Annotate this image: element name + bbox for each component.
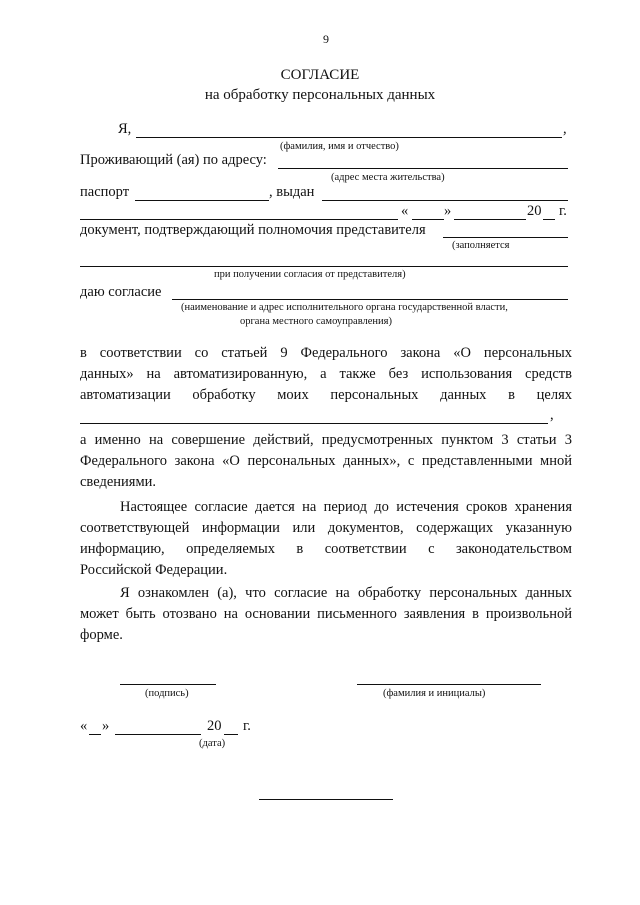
paragraph-line: сведениями.	[80, 474, 157, 490]
name-initials-hint: (фамилия и инициалы)	[383, 688, 486, 699]
page-number: 9	[323, 32, 329, 46]
sign-month-field[interactable]	[115, 734, 201, 735]
issued-by-field-cont[interactable]	[80, 219, 398, 220]
issue-year-field[interactable]	[543, 219, 555, 220]
paragraph-line: Федерального закона «О персональных данных», с представленными мной	[80, 453, 572, 469]
sign-year-suffix: г.	[243, 718, 251, 734]
sign-day-field[interactable]	[89, 734, 101, 735]
name-initials-field[interactable]	[357, 684, 541, 685]
sign-date-open-quote: «	[80, 718, 88, 734]
paragraph-line: Российской Федерации.	[80, 562, 228, 578]
date-hint: (дата)	[199, 738, 226, 749]
org-hint-2: органа местного самоуправления)	[240, 316, 392, 327]
paragraph-period	[80, 497, 572, 581]
rep-hint-1: (заполняется	[452, 240, 510, 251]
issued-label: , выдан	[269, 184, 315, 200]
paragraph-line: форме.	[80, 627, 123, 643]
page-title: СОГЛАСИЕ	[280, 67, 360, 83]
rep-doc-field[interactable]	[443, 237, 568, 238]
fio-field[interactable]	[136, 137, 562, 138]
passport-label: паспорт	[80, 184, 130, 200]
address-hint: (адрес места жительства)	[331, 172, 445, 183]
org-hint-1: (наименование и адрес исполнительного органа государственной власти,	[181, 302, 508, 313]
signature-hint: (подпись)	[145, 688, 189, 699]
paragraph-line: автоматизации обработку моих персональных данных в целях	[80, 387, 572, 403]
paragraph-line: Я ознакомлен (а), что согласие на обработку персональных данных	[120, 585, 572, 601]
issue-day-field[interactable]	[412, 219, 444, 220]
paragraph-line: соответствующей информации или документов, содержащих указанную	[80, 520, 572, 536]
rep-doc-field-cont[interactable]	[80, 266, 568, 267]
address-label: Проживающий (ая) по адресу:	[80, 152, 267, 168]
organization-field[interactable]	[172, 299, 568, 300]
paragraph-line: а именно на совершение действий, предусмотренных пунктом 3 статьи 3	[80, 432, 572, 448]
rep-doc-label: документ, подтверждающий полномочия представителя	[80, 222, 426, 238]
issue-date-close-quote: »	[444, 203, 452, 219]
issue-date-open-quote: «	[401, 203, 409, 219]
paragraph-actions	[80, 430, 572, 493]
issued-by-field[interactable]	[322, 200, 568, 201]
paragraph-line: данных» на автоматизированную, а также без использования средств	[80, 366, 572, 382]
purpose-field[interactable]	[80, 423, 548, 424]
issue-year-suffix: г.	[559, 203, 567, 219]
signature-field[interactable]	[120, 684, 216, 685]
issue-year-prefix: 20	[527, 203, 542, 219]
page-subtitle: на обработку персональных данных	[204, 87, 436, 103]
paragraph-revocation	[80, 583, 572, 646]
address-field[interactable]	[278, 168, 568, 169]
rep-hint-2: при получении согласия от представителя)	[214, 269, 406, 280]
paragraph-line: может быть отозвано на основании письменного заявления в произвольной	[80, 606, 572, 622]
paragraph-line: информацию, определяемых в соответствии с законодательством	[80, 541, 572, 557]
bottom-separator	[259, 799, 393, 800]
fio-hint: (фамилия, имя и отчество)	[280, 141, 399, 152]
purpose-comma: ,	[550, 407, 554, 423]
issue-month-field[interactable]	[454, 219, 526, 220]
paragraph-purpose	[80, 343, 572, 406]
passport-number-field[interactable]	[135, 200, 269, 201]
fio-comma: ,	[563, 121, 567, 137]
paragraph-line: в соответствии со статьей 9 Федерального закона «О персональных	[80, 345, 572, 361]
sign-year-field[interactable]	[224, 734, 238, 735]
consent-label: даю согласие	[80, 284, 162, 300]
sign-year-prefix: 20	[207, 718, 222, 734]
i-label: Я,	[118, 121, 132, 137]
sign-date-close-quote: »	[102, 718, 110, 734]
paragraph-line: Настоящее согласие дается на период до истечения сроков хранения	[120, 499, 572, 515]
